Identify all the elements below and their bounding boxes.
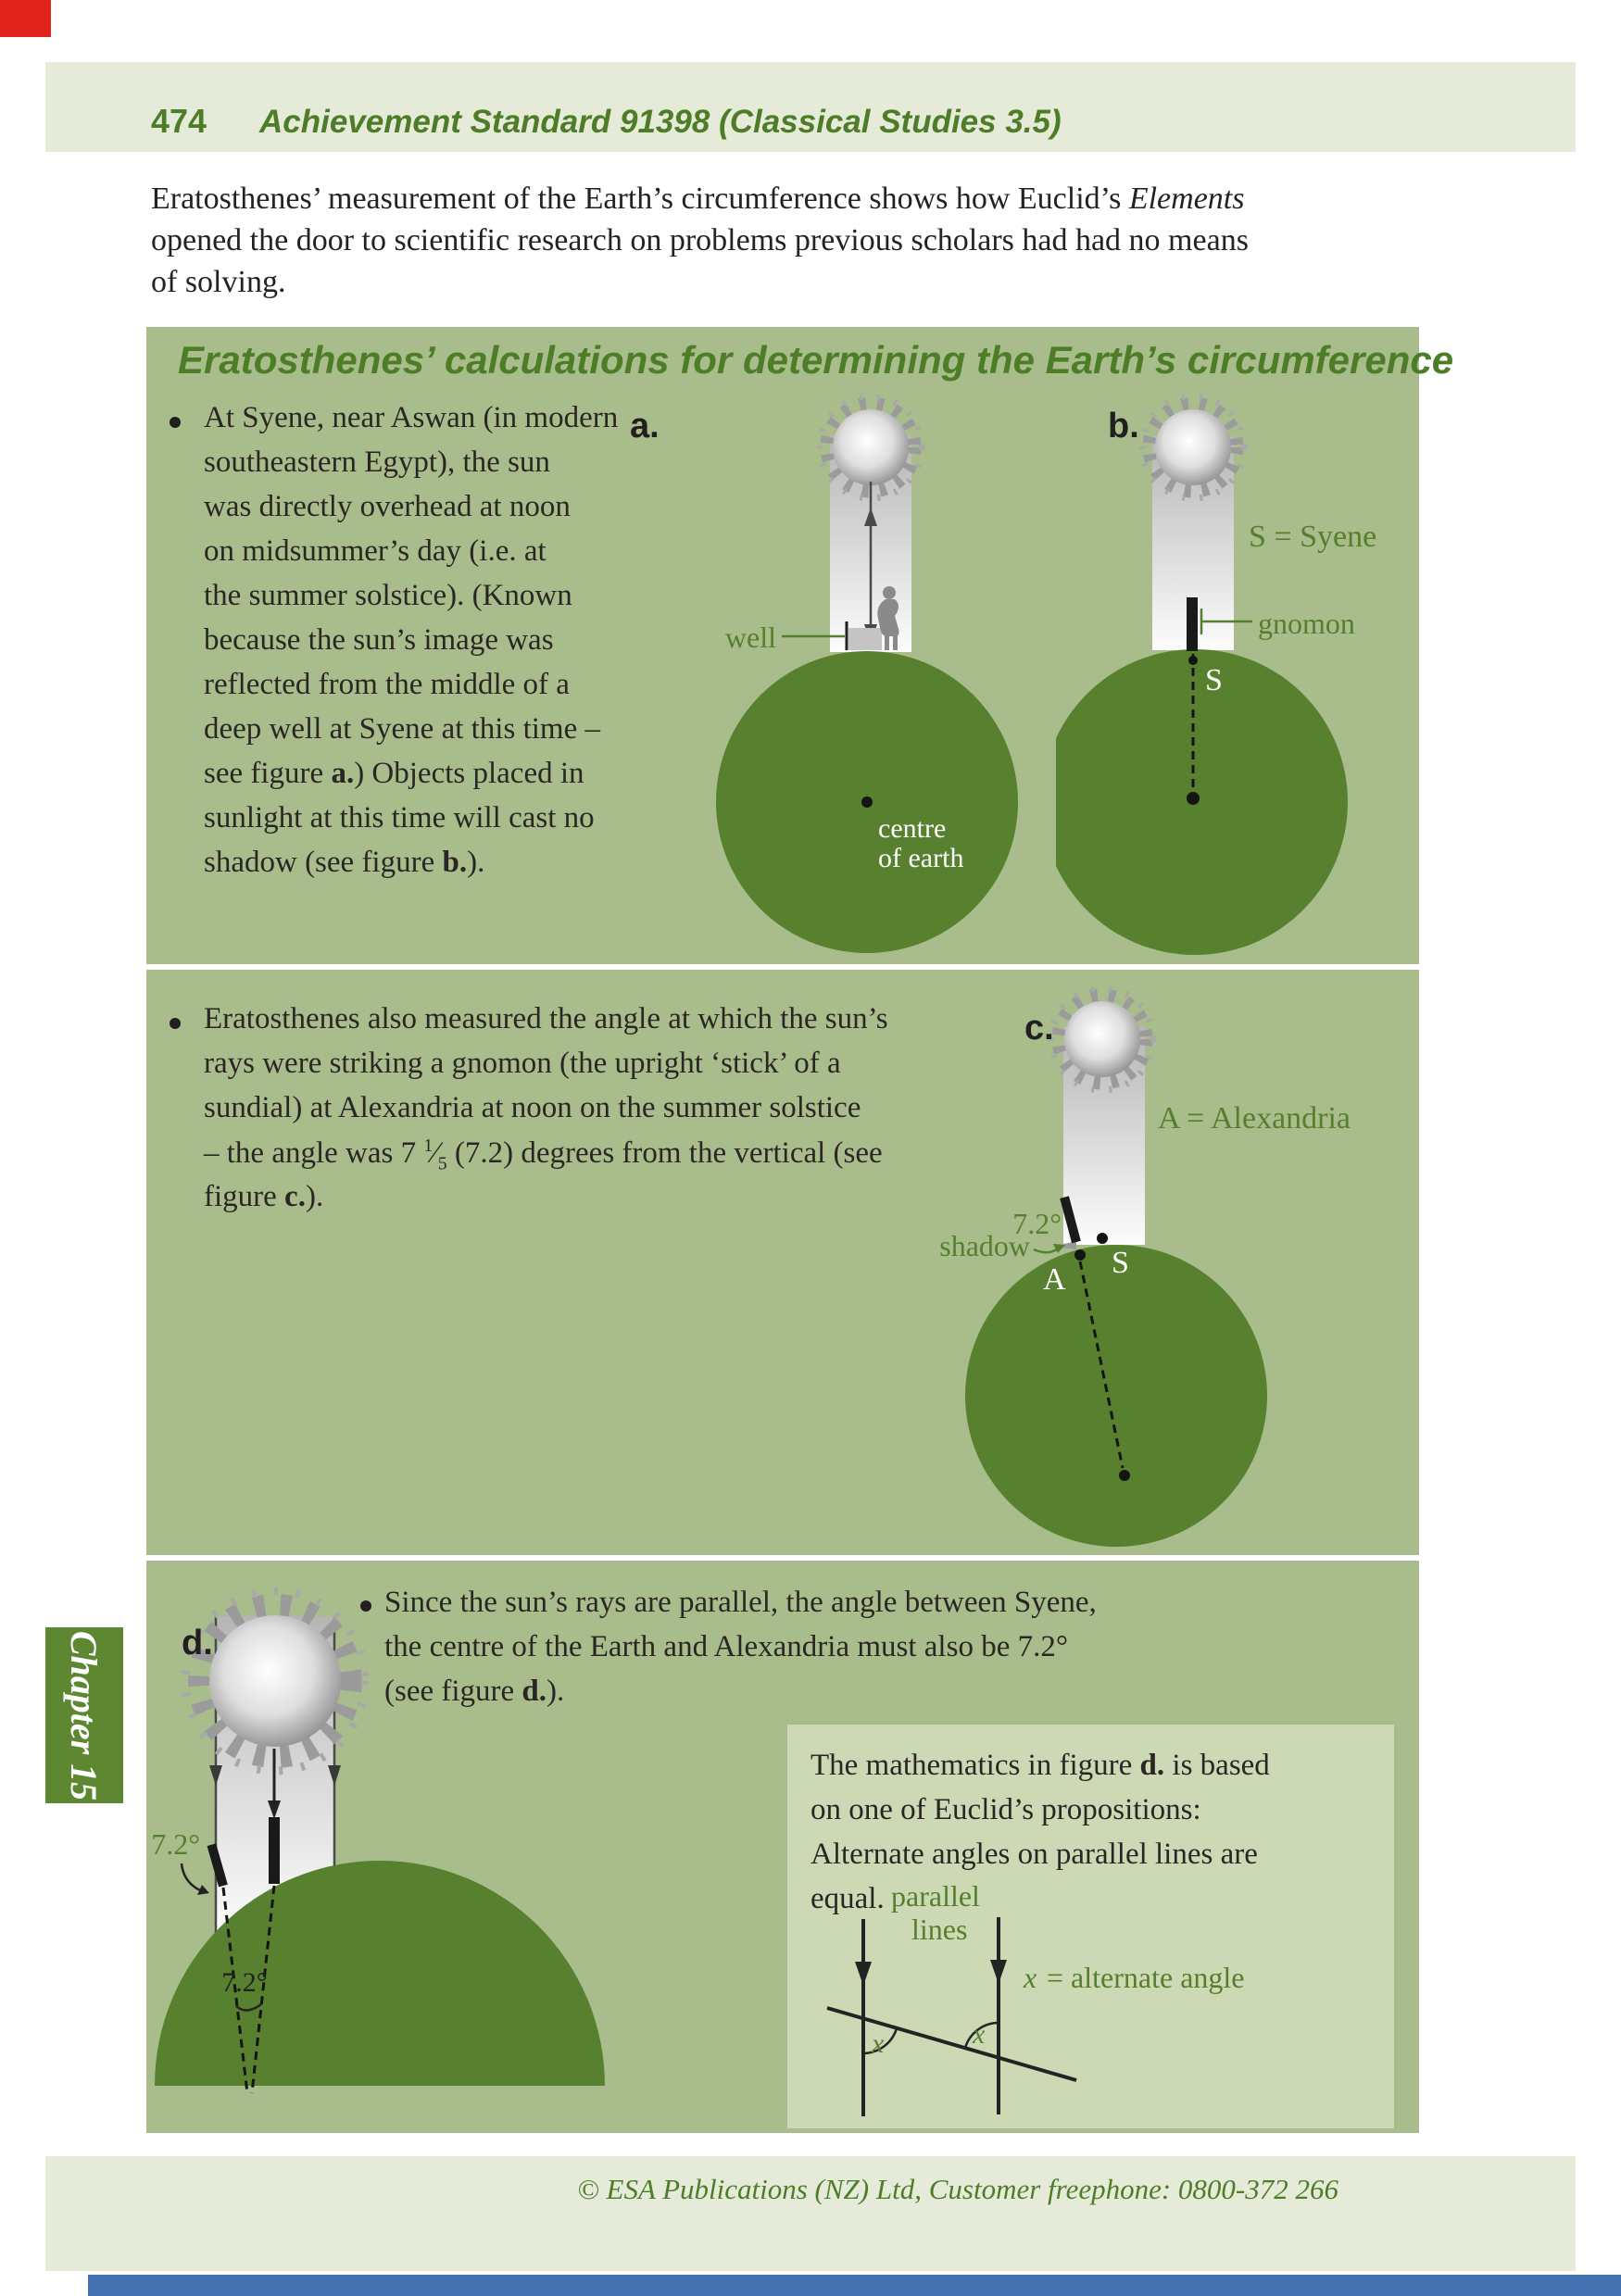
angle-label-inner: 7.2° <box>221 1967 268 1998</box>
page-corner-mark <box>0 0 51 37</box>
syene-point-dot <box>1097 1233 1108 1244</box>
intro-line: opened the door to scientific research on problems previous scholars had had no means <box>151 223 1249 257</box>
text-line: see figure a.) Objects placed in <box>204 757 584 790</box>
earth-graphic <box>1056 649 1348 955</box>
figure-c-label: c. <box>1024 1009 1054 1048</box>
text-line: on one of Euclid’s propositions: <box>810 1793 1201 1826</box>
angle-x-label: x <box>973 2019 986 2050</box>
text-line: equal. <box>810 1882 885 1915</box>
arrow-head-icon <box>1053 1244 1065 1253</box>
shadow-pointer-arrow <box>1034 1248 1058 1252</box>
parallel-label: parallel <box>891 1879 980 1913</box>
bottom-edge-bar <box>88 2275 1621 2296</box>
text-line: shadow (see figure b.). <box>204 846 485 879</box>
chapter-tab <box>45 1627 123 1803</box>
intro-paragraph <box>151 182 1249 307</box>
alexandria-key-label: A = Alexandria <box>1158 1101 1351 1135</box>
page-footer-band <box>45 2156 1576 2271</box>
sun-icon <box>1155 409 1231 485</box>
text-line: At Syene, near Aswan (in modern <box>204 401 619 434</box>
bullet-marker <box>360 1600 371 1612</box>
bullet-marker <box>170 1018 181 1029</box>
legend-x: x <box>1024 1961 1037 1994</box>
earth-centre-dot <box>1187 792 1200 805</box>
well-graphic <box>848 628 882 650</box>
bullet-marker <box>170 417 181 428</box>
alexandria-point-dot <box>1074 1249 1086 1261</box>
angle-pointer-arrow <box>182 1863 200 1890</box>
figure-b-label: b. <box>1108 407 1139 445</box>
angle-label: 7.2° <box>1012 1207 1062 1240</box>
gnomon-graphic <box>1187 597 1198 651</box>
figure-d-label: d. <box>182 1624 213 1662</box>
gnomon-label: gnomon <box>1258 607 1355 640</box>
bullet-2-text <box>204 1002 888 1224</box>
footer-copyright: © ESA Publications (NZ) Ltd, Customer freephone: 0800-372 266 <box>577 2173 1338 2205</box>
figure-a <box>500 384 1056 963</box>
text-line: The mathematics in figure d. is based <box>810 1749 1270 1782</box>
syene-key-label: S = Syene <box>1249 520 1377 554</box>
page-header-band <box>45 62 1576 152</box>
parallel-lines-diagram <box>815 1876 1334 2124</box>
text-line: figure c.). <box>204 1180 324 1213</box>
angle-label: 7.2° <box>151 1827 200 1861</box>
earth-graphic <box>965 1245 1267 1547</box>
shadow-label: shadow <box>939 1229 1030 1262</box>
parallel-label: lines <box>911 1913 968 1946</box>
well-label: well <box>724 621 776 654</box>
text-line: southeastern Egypt), the sun <box>204 445 550 479</box>
centre-of-earth-label: of earth <box>878 843 964 873</box>
text-line: – the angle was 7 $^1⁄_5$ (7.2) degrees from the vertical (see <box>204 1135 883 1174</box>
person-figure <box>883 586 896 599</box>
text-line: the centre of the Earth and Alexandria must also be 7.2° <box>384 1630 1069 1663</box>
page-number: 474 <box>151 102 207 140</box>
sun-icon <box>209 1615 341 1747</box>
point-a-label: A <box>1043 1262 1066 1297</box>
intro-line: of solving. <box>151 265 286 299</box>
text-line: Since the sun’s rays are parallel, the angle between Syene, <box>384 1586 1097 1619</box>
text-line: was directly overhead at noon <box>204 490 571 523</box>
text-line: deep well at Syene at this time – <box>204 712 600 746</box>
legend-text: = alternate angle <box>1047 1961 1245 1994</box>
point-s-label: S <box>1112 1246 1129 1280</box>
text-line: reflected from the middle of a <box>204 668 570 701</box>
text-line: because the sun’s image was <box>204 623 554 657</box>
text-line: sunlight at this time will cast no <box>204 801 595 834</box>
sun-icon <box>1064 1001 1140 1077</box>
sun-icon <box>833 409 909 485</box>
figure-c <box>908 986 1419 1553</box>
person-figure <box>885 633 889 650</box>
centre-of-earth-label: centre <box>878 813 947 844</box>
angle-x-label: x <box>872 2028 885 2059</box>
person-figure <box>893 633 898 650</box>
arrow-down-icon <box>990 1960 1007 1984</box>
text-line: rays were striking a gnomon (the upright ‘stick’ of a <box>204 1047 841 1080</box>
intro-line: Eratosthenes’ measurement of the Earth’s circumference shows how Euclid’s Elements <box>151 182 1245 216</box>
bullet-3-text <box>384 1586 1097 1719</box>
text-line: Alternate angles on parallel lines are <box>810 1838 1258 1871</box>
earth-centre-dot <box>1119 1470 1130 1481</box>
gnomon-graphic <box>269 1817 280 1884</box>
header-title: Achievement Standard 91398 (Classical Studies 3.5) <box>259 104 1062 140</box>
text-line: (see figure d.). <box>384 1675 565 1708</box>
figure-a-label: a. <box>630 407 660 445</box>
chapter-tab-label: Chapter 15 <box>63 1630 106 1800</box>
section-title: Eratosthenes’ calculations for determining the Earth’s circumference <box>178 338 1454 382</box>
point-s-label: S <box>1205 663 1223 697</box>
text-line: the summer solstice). (Known <box>204 579 572 612</box>
text-line: on midsummer’s day (i.e. at <box>204 534 547 568</box>
text-line: Eratosthenes also measured the angle at which the sun’s <box>204 1002 888 1035</box>
text-line: sundial) at Alexandria at noon on the summer solstice <box>204 1091 861 1124</box>
earth-centre-dot <box>861 797 873 808</box>
figure-b <box>1056 384 1419 963</box>
arrow-down-icon <box>855 1962 872 1986</box>
